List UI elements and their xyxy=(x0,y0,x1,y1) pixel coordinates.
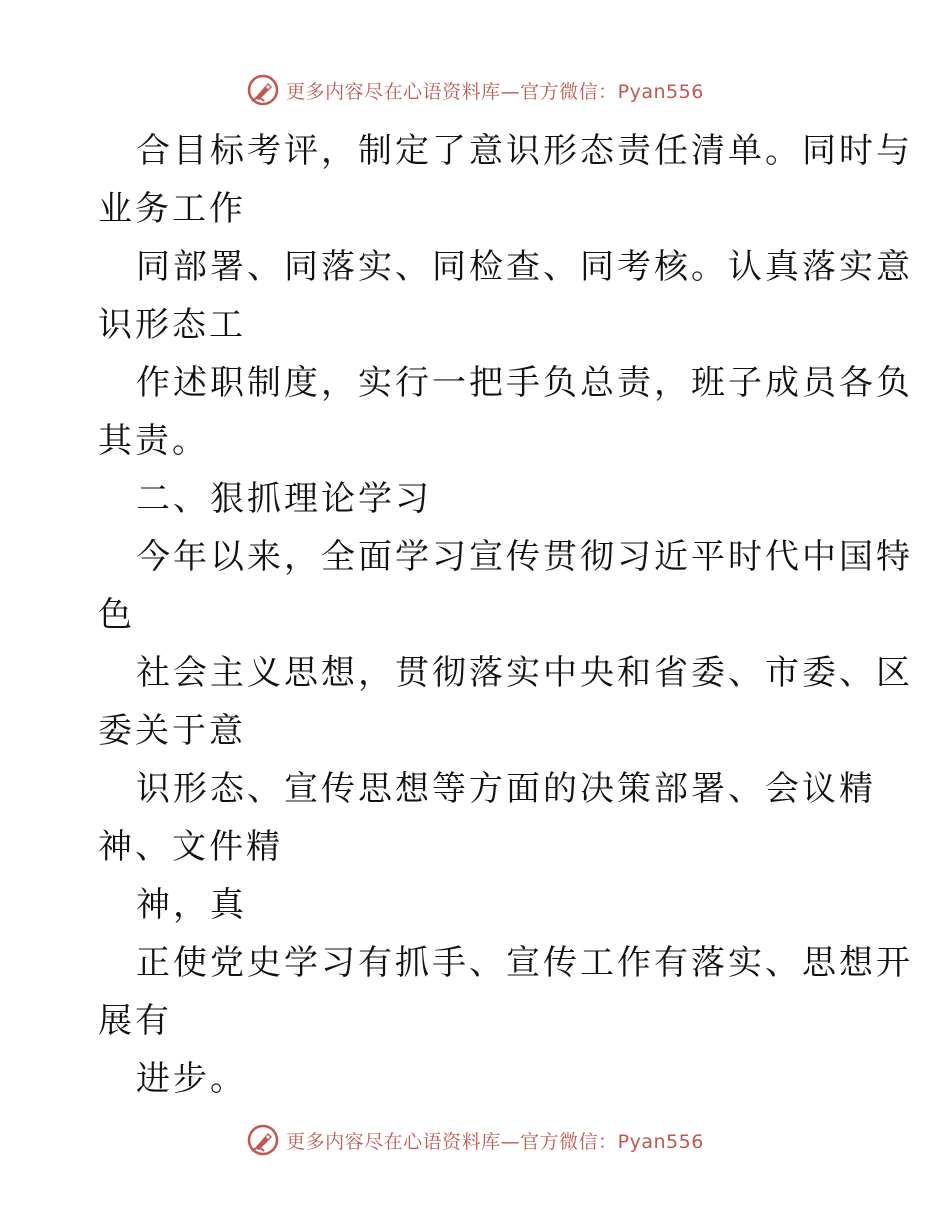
footer-banner xyxy=(0,1118,950,1162)
text-line: 合目标考评，制定了意识形态责任清单。同时与 xyxy=(136,131,913,171)
text-line: 神，真 xyxy=(136,885,247,925)
header-banner-text: 更多内容尽在心语资料库—官方微信：Pyan556 xyxy=(286,80,704,103)
text-line: 作述职制度，实行一把手负总责，班子成员各负 xyxy=(136,363,913,403)
text-line: 进步。 xyxy=(136,1059,247,1099)
text-line: 同部署、同落实、同检查、同考核。认真落实意 xyxy=(136,247,913,287)
text-line: 识形态、宣传思想等方面的决策部署、会议精 xyxy=(136,769,876,809)
text-line: 社会主义思想，贯彻落实中央和省委、市委、区 xyxy=(136,653,913,693)
text-line: 其责。 xyxy=(98,421,209,461)
text-line: 业务工作 xyxy=(98,189,246,229)
text-line: 二、狠抓理论学习 xyxy=(136,479,432,519)
pen-nib-logo-icon xyxy=(246,1123,280,1157)
text-line: 展有 xyxy=(98,1001,172,1041)
header-banner xyxy=(0,68,950,112)
pen-nib-logo-icon xyxy=(246,73,280,107)
text-line: 正使党史学习有抓手、宣传工作有落实、思想开 xyxy=(136,943,913,983)
text-line: 识形态工 xyxy=(98,305,246,345)
text-line: 今年以来，全面学习宣传贯彻习近平时代中国特 xyxy=(136,537,913,577)
text-line: 色 xyxy=(98,595,135,635)
text-line: 委关于意 xyxy=(98,711,246,751)
text-line: 神、文件精 xyxy=(98,827,283,867)
document-body xyxy=(98,122,913,1108)
footer-banner-text: 更多内容尽在心语资料库—官方微信：Pyan556 xyxy=(286,1130,704,1153)
